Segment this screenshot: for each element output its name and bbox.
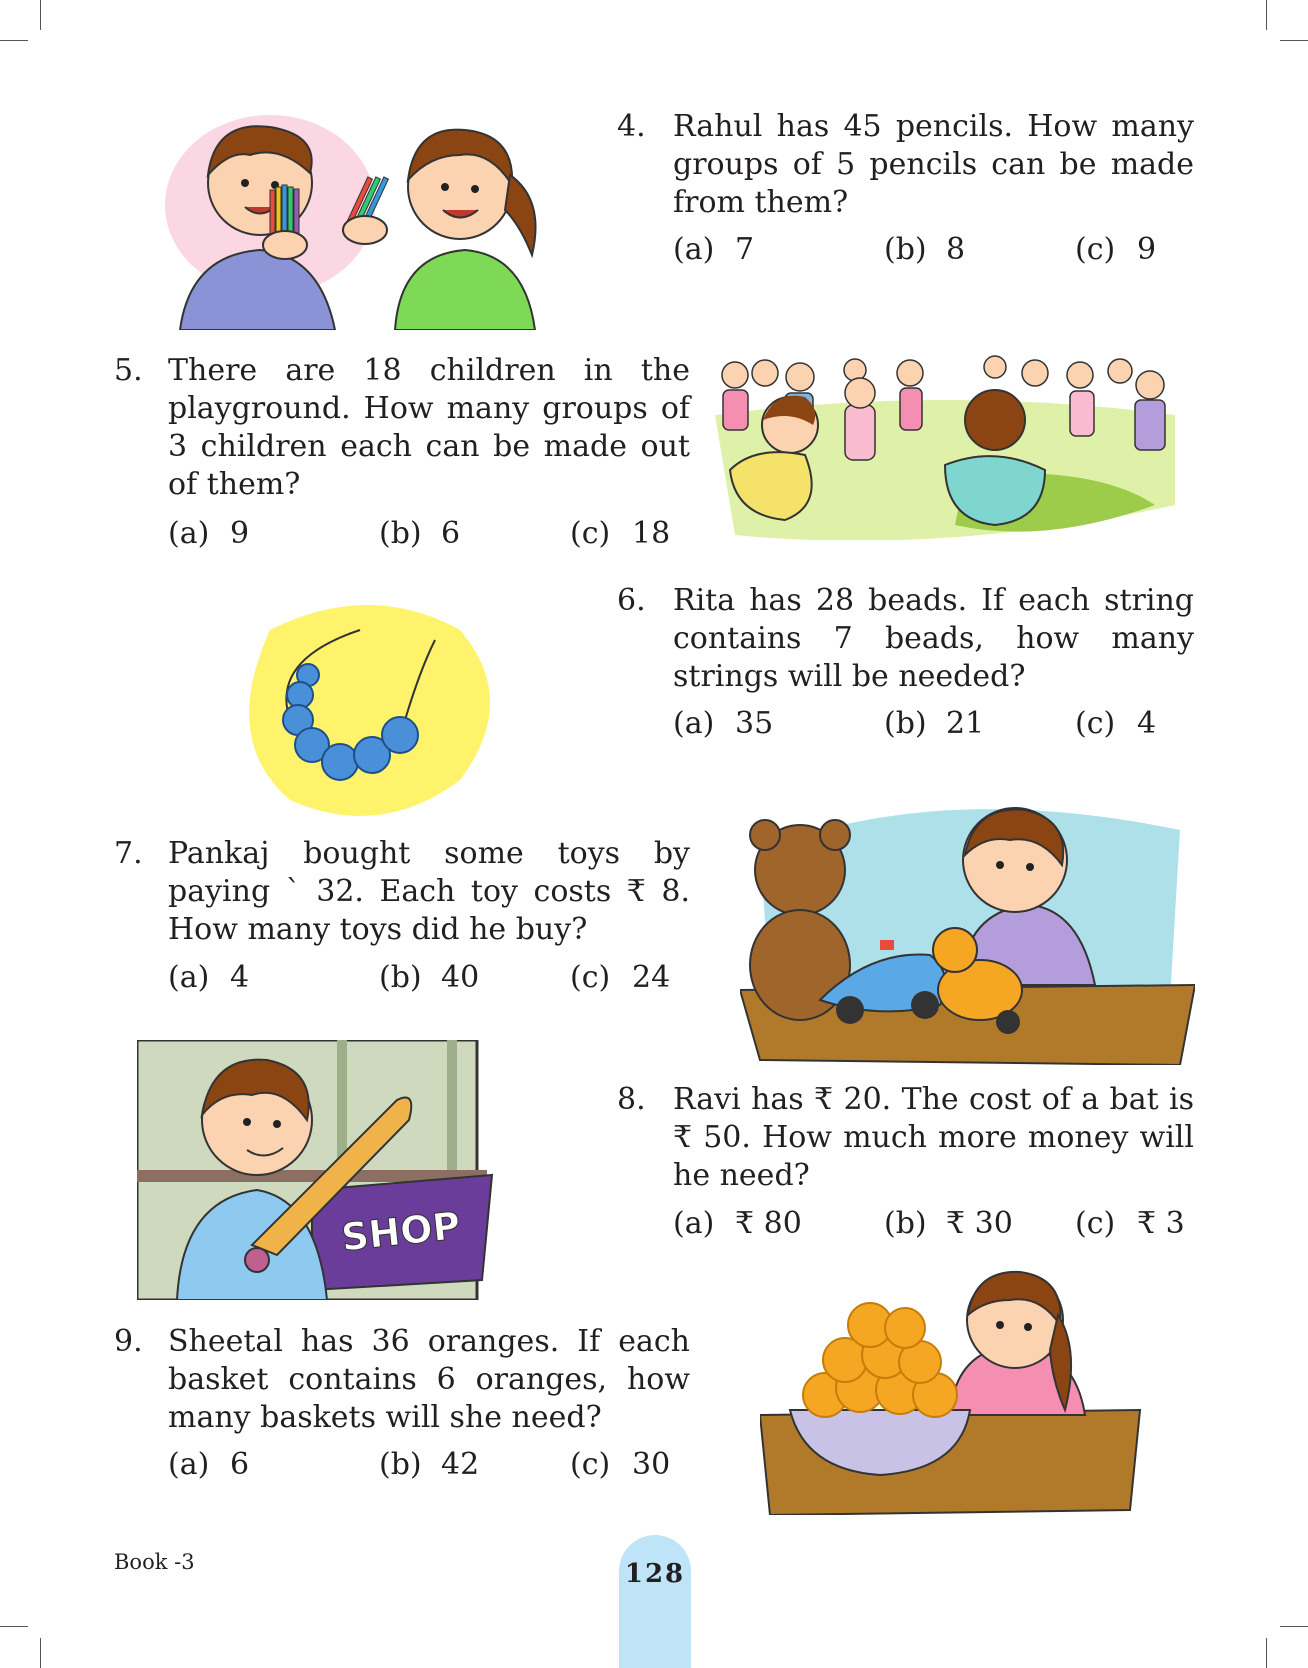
question-7 (114, 835, 690, 955)
question-text: Pankaj bought some toys by paying ` 32. Each toy costs ₹ 8. How many toys did he buy? (168, 836, 690, 947)
crop-mark (1280, 1626, 1308, 1627)
toys-illustration (740, 790, 1195, 1065)
question-9-options (168, 1447, 688, 1485)
book-label: Book -3 (114, 1550, 195, 1574)
crop-mark (0, 40, 28, 41)
crop-mark (1280, 40, 1308, 41)
option-b: (b) 42 (379, 1447, 480, 1482)
question-text: Rita has 28 beads. If each string contains 7 beads, how many strings will be needed? (673, 583, 1194, 694)
option-c: (c) ₹ 3 (1075, 1206, 1185, 1241)
page-number: 128 (624, 1559, 686, 1589)
question-text: Rahul has 45 pencils. How many groups of 5 pencils can be made from them? (673, 109, 1194, 220)
option-b: (b) 6 (379, 516, 461, 551)
question-number: 9. (114, 1324, 143, 1359)
option-b: (b) 40 (379, 960, 480, 995)
option-a: (a) 7 (673, 232, 755, 267)
question-6 (617, 582, 1194, 702)
oranges-basket-illustration (760, 1270, 1160, 1515)
question-8-options (673, 1206, 1193, 1244)
option-c: (c) 18 (570, 516, 671, 551)
children-pencils-illustration (160, 105, 570, 330)
question-6-options (673, 706, 1193, 744)
question-7-options (168, 960, 688, 998)
crop-mark (40, 0, 41, 30)
option-a: (a) 4 (168, 960, 250, 995)
crop-mark (40, 1638, 41, 1668)
option-c: (c) 30 (570, 1447, 671, 1482)
crop-mark (1266, 0, 1267, 30)
option-c: (c) 9 (1075, 232, 1157, 267)
question-number: 4. (617, 109, 646, 144)
question-text: Sheetal has 36 oranges. If each basket contains 6 oranges, how many baskets will she need? (168, 1324, 690, 1435)
option-a: (a) ₹ 80 (673, 1206, 802, 1241)
option-c: (c) 24 (570, 960, 671, 995)
option-a: (a) 35 (673, 706, 774, 741)
question-9 (114, 1323, 690, 1443)
option-a: (a) 6 (168, 1447, 250, 1482)
question-text: There are 18 children in the playground. How many groups of 3 children each can be made out of them? (168, 353, 690, 502)
option-b: (b) ₹ 30 (884, 1206, 1013, 1241)
question-number: 5. (114, 353, 143, 388)
question-number: 8. (617, 1082, 646, 1117)
question-8 (617, 1081, 1194, 1201)
crop-mark (0, 1626, 28, 1627)
page-number-tab (619, 1535, 691, 1668)
playground-children-illustration (695, 355, 1195, 540)
question-number: 7. (114, 836, 143, 871)
crop-mark (1266, 1638, 1267, 1668)
question-number: 6. (617, 583, 646, 618)
option-b: (b) 21 (884, 706, 985, 741)
option-b: (b) 8 (884, 232, 966, 267)
bat-shop-illustration (137, 1040, 497, 1300)
question-4-options (673, 232, 1193, 270)
shop-sign-text: SHOP (339, 1203, 463, 1260)
question-4 (617, 108, 1194, 228)
option-a: (a) 9 (168, 516, 250, 551)
question-text: Ravi has ₹ 20. The cost of a bat is ₹ 50. How much more money will he need? (673, 1082, 1194, 1193)
question-5-options (168, 516, 688, 554)
question-5 (114, 352, 690, 512)
option-c: (c) 4 (1075, 706, 1157, 741)
beads-necklace-illustration (230, 590, 510, 830)
